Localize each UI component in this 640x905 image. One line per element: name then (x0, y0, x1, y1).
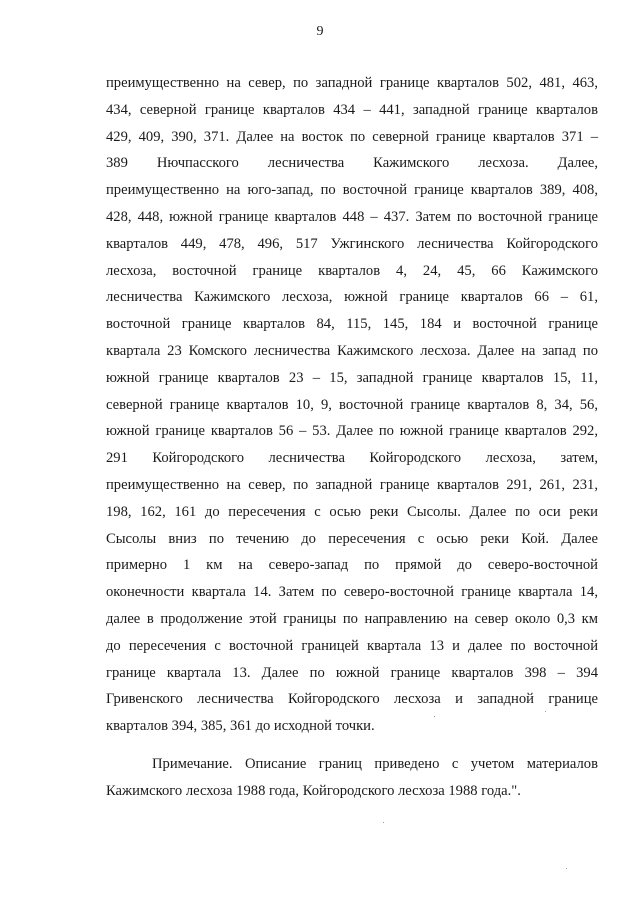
text-line: северной границе кварталов 10, 9, восточной границе кварталов 8, 34, 56, (106, 396, 598, 413)
text-line: Гривенского лесничества Койгородского лесхоза и западной границе (106, 691, 598, 708)
text-line: 291 Койгородского лесничества Койгородского лесхоза, затем, (106, 450, 598, 467)
text-line: южной границе кварталов 56 – 53. Далее по южной границе кварталов 292, (106, 423, 598, 440)
text-line: 389 Нючпасского лесничества Кажимского лесхоза. Далее, (106, 155, 598, 172)
text-line: преимущественно на север, по западной границе кварталов 291, 261, 231, (106, 476, 598, 493)
scan-speck (434, 716, 435, 717)
boundary-description (106, 70, 598, 740)
text-line: лесхоза, восточной границе кварталов 4, 24, 45, 66 Кажимского (106, 262, 598, 279)
text-line: преимущественно на юго-запад, по восточной границе кварталов 389, 408, (106, 182, 598, 199)
note-line: Примечание. Описание границ приведено с учетом материалов (152, 756, 598, 772)
scan-speck (383, 822, 384, 823)
text-line: границе квартала 13. Далее по южной границе кварталов 398 – 394 (106, 664, 598, 681)
text-line: восточной границе кварталов 84, 115, 145, 184 и восточной границе (106, 316, 598, 333)
scan-speck (545, 711, 546, 712)
text-line: 434, северной границе кварталов 434 – 441, западной границе кварталов (106, 101, 598, 118)
text-line: южной границе кварталов 23 – 15, западной границе кварталов 15, 11, (106, 369, 598, 386)
note-line-last: Кажимского лесхоза 1988 года, Койгородского лесхоза 1988 года.". (106, 782, 521, 799)
text-line: 198, 162, 161 до пересечения с осью реки Сысолы. Далее по оси реки (106, 503, 598, 520)
text-line: примерно 1 км на северо-запад по прямой до северо-восточной (106, 557, 598, 574)
text-line: лесничества Кажимского лесхоза, южной границе кварталов 66 – 61, (106, 289, 598, 306)
page-number: 9 (316, 24, 324, 39)
text-line: квартала 23 Комского лесничества Кажимского лесхоза. Далее на запад по (106, 342, 598, 359)
note-paragraph (106, 751, 598, 805)
text-line: далее в продолжение этой границы по направлению на север около 0,3 км (106, 610, 598, 627)
text-line: оконечности квартала 14. Затем по северо-восточной границе квартала 14, (106, 584, 598, 601)
scan-speck (566, 868, 567, 869)
text-line: 429, 409, 390, 371. Далее на восток по северной границе кварталов 371 – (106, 128, 598, 145)
text-line: преимущественно на север, по западной границе кварталов 502, 481, 463, (106, 75, 598, 91)
text-line: кварталов 449, 478, 496, 517 Ужгинского лесничества Койгородского (106, 235, 598, 252)
text-line: Сысолы вниз по течению до пересечения с осью реки Кой. Далее (106, 530, 598, 547)
text-line: 428, 448, южной границе кварталов 448 – 437. Затем по восточной границе (106, 208, 598, 225)
text-line-last: кварталов 394, 385, 361 до исходной точки. (106, 718, 375, 735)
text-line: до пересечения с восточной границей квартала 13 и далее по восточной (106, 637, 598, 654)
